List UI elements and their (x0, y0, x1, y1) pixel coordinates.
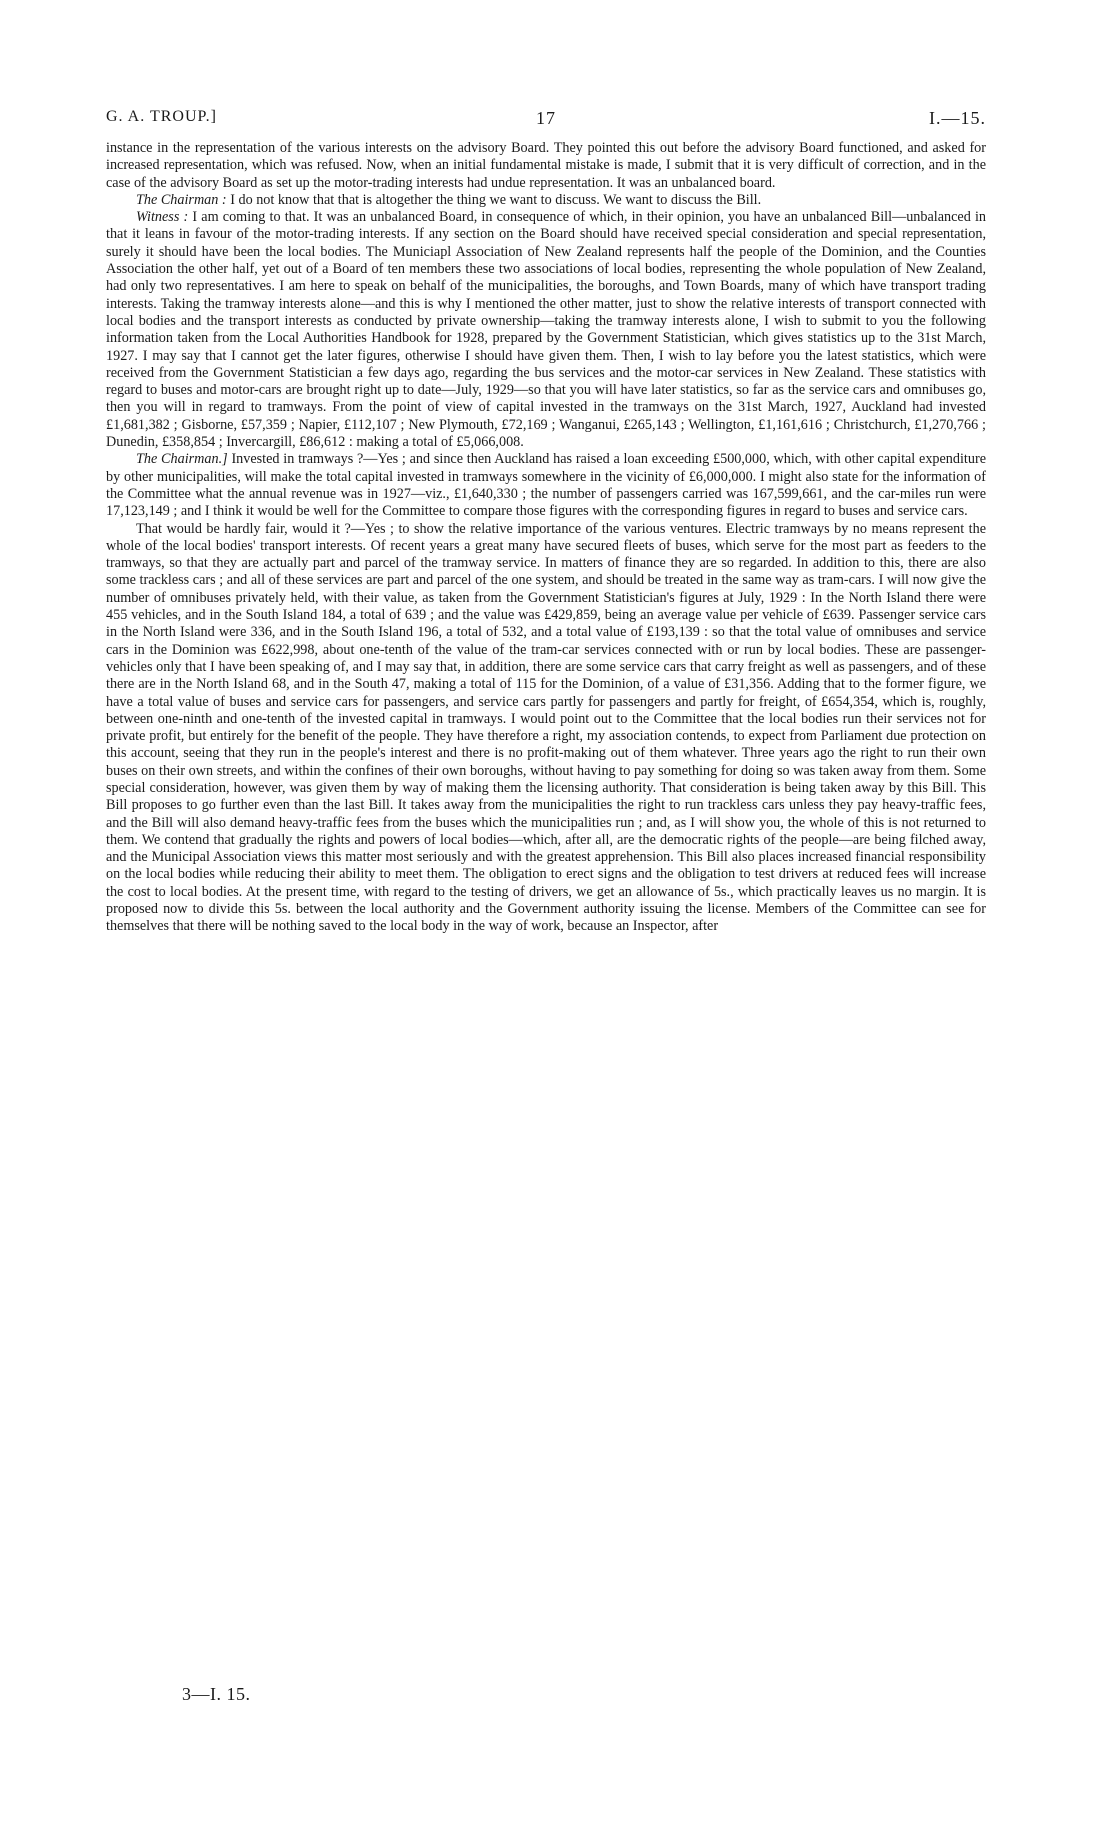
page-header (106, 108, 986, 134)
paragraph-5-text: That would be hardly fair, would it ?—Yes ; to show the relative importance of the various ventures. Electric tramways by no means represent the whole of the local bodies' transport interests. Of recent years a great many have secured fleets of buses, which serve for the most part as feeders to the tramways, so that they are actually part and parcel of the tramway service. In matters of finance they are so regarded. In addition to this, there are also some trackless cars ; and all of these services are part and parcel of the one system, and should be treated in the same way as tram-cars. I will now give the number of omnibuses privately held, with their value, as taken from the Government Statistician's figures at July, 1929 : In the North Island there were 455 vehicles, and in the South Island 184, a total of 639 ; and the value was £429,859, being an average value per vehicle of £639. Passenger service cars in the North Island were 336, and in the South Island 196, a total of 532, and a total value of £193,139 : so that the total value of omnibuses and service cars in the Dominion was £622,998, about one-tenth of the value of the tram-car services connected with or run by local bodies. These are passenger-vehicles only that I have been speaking of, and I may say that, in addition, there are some service cars that carry freight as well as passengers, and of these there are in the North Island 68, and in the South 47, making a total of 115 for the Dominion, of a value of £31,356. Adding that to the former figure, we have a total value of buses and service cars for passengers, and service cars partly for passengers and partly for freight, of £654,354, which is, roughly, between one-ninth and one-tenth of the invested capital in tramways. I would point out to the Committee that the local bodies run their services not for private profit, but entirely for the benefit of the people. They have therefore a right, my association contends, to expect from Parliament due protection on this account, seeing that they run in the people's interest and there is no profit-making out of them whatever. Three years ago the right to run their own buses on their own streets, and within the confines of their own boroughs, without having to pay something for doing so was taken away from them. Some special consideration, however, was given them by way of making them the licensing authority. That consideration is being taken away by this Bill. This Bill proposes to go further even than the last Bill. It takes away from the municipalities the right to run trackless cars unless they pay heavy-traffic fees, and the Bill will also demand heavy-traffic fees from the buses which the municipalities run ; and, as I will show you, the whole of this is not returned to them. We contend that gradually the rights and powers of local bodies—which, after all, are the democratic rights of the people—are being filched away, and the Municipal Association views this matter most seriously and with the greatest apprehension. This Bill also places increased financial responsibility on the local bodies while reducing their ability to meet them. The obligation to erect signs and the obligation to test drivers at reduced fees will increase the cost to local bodies. At the present time, with regard to the testing of drivers, we get an allowance of 5s., which practically leaves us no margin. It is proposed now to divide this 5s. between the local authority and the Government authority issuing the license. Members of the Committee can see for themselves that there will be nothing saved to the local body in the way of work, because an Inspector, after (106, 520, 986, 935)
paragraph-4 (106, 451, 986, 520)
page-signature: 3—I. 15. (182, 1684, 251, 1704)
paragraph-1 (106, 140, 986, 192)
document-reference: I.—15. (929, 108, 986, 128)
paragraph-1-text: instance in the representation of the various interests on the advisory Board. They pointed this out before the advisory Board functioned, and asked for increased representation, which was refused. Now, when an initial fundamental mistake is made, I submit that it is very difficult of correction, and in the case of the advisory Board as set up the motor-trading interests had undue representation. It was an unbalanced board. (106, 140, 986, 191)
paragraph-3 (106, 209, 986, 451)
paragraph-3-text: I am coming to that. It was an unbalanced Board, in consequence of which, in their opinion, you have an unbalanced Bill—unbalanced in that it leans in favour of the motor-trading interests. If any section on the Board should have received special consideration and special representation, surely it should have been the local bodies. The Municiapl Association of New Zealand represents half the people of the Dominion, and the Counties Association the other half, yet out of a Board of ten members these two associations of local bodies, representing the whole population of New Zealand, had only two representatives. I am here to speak on behalf of the municipalities, the boroughs, and Town Boards, many of which have transport trading interests. Taking the tramway interests alone—and this is why I mentioned the other matter, just to show the relative interests of transport connected with local bodies and the transport interests as conducted by private ownership—taking the tramway interests alone, I wish to submit to you the following information taken from the Local Authorities Handbook for 1928, prepared by the Government Statistician, which gives statistics up to the 31st March, 1927. I may say that I cannot get the later figures, otherwise I should have given them. Then, I wish to lay before you the latest statistics, which were received from the Government Statistician a few days ago, regarding the bus services and the motor-car services in New Zealand. These statistics with regard to buses and motor-cars are brought right up to date—July, 1929—so that you will have later statistics, so far as the service cars and omnibuses go, then you will in regard to tramways. From the point of view of capital invested in the tramways on the 31st March, 1927, Auckland had invested £1,681,382 ; Gisborne, £57,359 ; Napier, £112,107 ; New Plymouth, £72,169 ; Wanganui, £265,143 ; Wellington, £1,161,616 ; Christchurch, £1,270,766 ; Dunedin, £358,854 ; Invercargill, £86,612 : making a total of £5,066,008. (106, 209, 987, 451)
paragraph-2-speaker: The Chairman : (136, 191, 227, 208)
paragraph-4-text: Invested in tramways ?—Yes ; and since then Auckland has raised a loan exceeding £500,000, which, with other capital expenditure by other municipalities, will make the total capital invested in tramways somewhere in the vicinity of £6,000,000. I might also state for the information of the Committee what the annual revenue was in 1927—viz., £1,640,330 ; the number of passengers carried was 167,599,661, and the car-miles run were 17,123,149 ; and I think it would be well for the Committee to compare those figures with the corresponding figures in regard to buses and service cars. (106, 451, 986, 520)
paragraph-4-speaker: The Chairman.] (136, 451, 228, 468)
paragraph-5 (106, 521, 986, 936)
paragraph-2 (106, 192, 986, 209)
paragraph-3-speaker: Witness : (136, 209, 189, 226)
page-body (106, 140, 986, 936)
paragraph-2-text: I do not know that that is altogether the thing we want to discuss. We want to discuss the Bill. (226, 191, 762, 208)
header-witness-name: G. A. TROUP.] (106, 108, 217, 125)
page-number: 17 (536, 108, 556, 128)
